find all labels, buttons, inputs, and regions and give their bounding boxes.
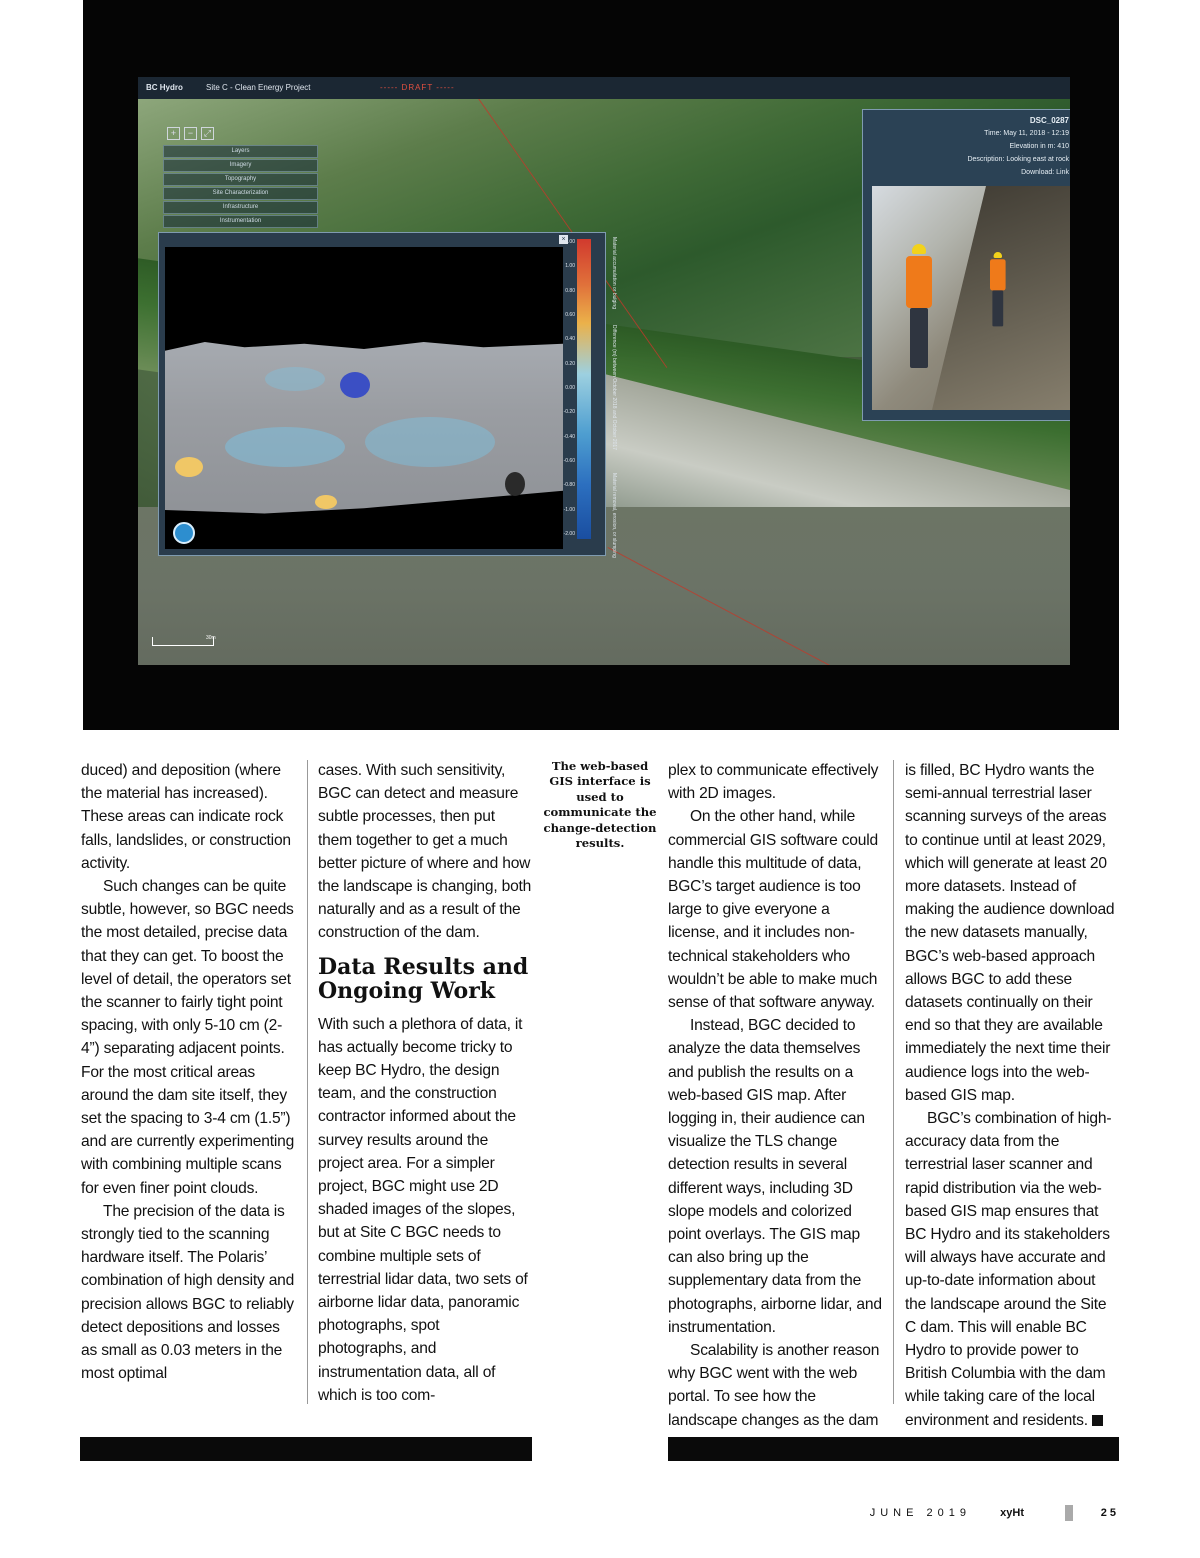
gis-titlebar bbox=[138, 77, 1070, 99]
photo-time: Time: May 11, 2018 - 12:19 bbox=[984, 130, 1069, 137]
end-of-article-icon bbox=[1092, 1415, 1103, 1426]
layer-item-imagery[interactable]: Imagery bbox=[163, 159, 318, 172]
colorbar-label-mid: Difference (m) between October 2018 and October 2017 bbox=[611, 325, 617, 450]
photo-popup bbox=[862, 109, 1070, 421]
paragraph: plex to communicate effectively with 2D images. bbox=[668, 762, 879, 803]
colorbar-tick-label: 0.00 bbox=[565, 385, 575, 391]
point-cloud-view bbox=[165, 247, 563, 549]
colorbar-label-bottom: Material removal, erosion, or slumping bbox=[611, 473, 617, 558]
paragraph: Instead, BGC decided to analyze the data themselves and publish the results on a web-based GIS map. After logging in, their audience can visualize the TLS change detection results in several different ways, including 3D slope models and colorized point overlays. The GIS map can also bring up the supplementary data from the photographs, airborne lidar, and instrumentation. bbox=[668, 1017, 882, 1336]
colorbar-tick-label: -0.60 bbox=[563, 458, 575, 464]
column-divider bbox=[307, 760, 308, 1404]
colorbar-tick-label: 0.80 bbox=[565, 287, 575, 294]
gis-screenshot bbox=[138, 77, 1070, 665]
scale-bar bbox=[152, 637, 214, 646]
paragraph: BGC’s combination of high-accuracy data from the terrestrial laser scanner and rapid distribution via the web-based GIS map ensures that BC Hydro and its stakeholders will always have accurate and up-to-date information about the landscape around the Site C dam. This will enable BC Hydro to provide power to British Columbia with the dam while taking care of the local environment and residents. bbox=[905, 1110, 1112, 1429]
colorbar bbox=[577, 239, 591, 539]
close-icon[interactable]: × bbox=[559, 235, 568, 244]
issue-date: JUNE 2019 bbox=[869, 1507, 971, 1519]
zoom-in-icon[interactable]: + bbox=[167, 127, 180, 140]
photo-description: Description: Looking east at rock bbox=[967, 156, 1069, 163]
draft-label: ----- DRAFT ----- bbox=[380, 83, 455, 92]
paragraph: With such a plethora of data, it has actually become tricky to keep BC Hydro, the design team, and the construction contractor informed about the survey results around the project area. For a simpler project, BGC might use 2D shaded images of the slopes, but at Site C BGC needs to combine multiple sets of terrestrial lidar data, two sets of airborne lidar data, panoramic photographs, spot photographs, and instrumentation data, all of which is too com- bbox=[318, 1015, 528, 1404]
article-column-4 bbox=[668, 759, 882, 1432]
fullscreen-icon[interactable]: ⤢ bbox=[201, 127, 214, 140]
layer-item-infrastructure[interactable]: Infrastructure bbox=[163, 201, 318, 214]
colorbar-tick-label: -0.80 bbox=[563, 482, 575, 489]
colorbar-tick-label: 1.00 bbox=[565, 263, 575, 270]
layer-panel bbox=[163, 125, 318, 229]
figure-caption: The web-based GIS interface is used to communicate the change-detection results. bbox=[543, 759, 657, 851]
figure-photo bbox=[83, 0, 1119, 730]
colorbar-tick-label: -1.00 bbox=[563, 506, 575, 513]
paragraph: The precision of the data is strongly tied to the scanning hardware itself. The Polaris’ combination of high density and precision allows BGC to reliably detect depositions and losses as small as 0.03 meters in the most optimal bbox=[81, 1202, 295, 1383]
site-photo bbox=[872, 186, 1070, 410]
colorbar-tick-label: -0.20 bbox=[563, 409, 575, 416]
footer-separator bbox=[1065, 1505, 1073, 1521]
footer-bar-left bbox=[80, 1437, 532, 1461]
bc-hydro-logo: BC Hydro bbox=[146, 83, 183, 92]
layer-item-instrumentation[interactable]: Instrumentation bbox=[163, 215, 318, 228]
layer-item-layers[interactable]: Layers bbox=[163, 145, 318, 158]
colorbar-tick-label: 0.40 bbox=[565, 336, 575, 343]
zoom-out-icon[interactable]: − bbox=[184, 127, 197, 140]
colorbar-label-top: Material accumulation or bulging bbox=[611, 237, 617, 309]
page-number: 25 bbox=[1100, 1507, 1119, 1519]
colorbar-tick-label: -0.40 bbox=[563, 433, 575, 440]
article-column-1 bbox=[81, 759, 297, 1385]
colorbar-tick-label: 0.60 bbox=[565, 312, 575, 318]
paragraph: Scalability is another reason why BGC went with the web portal. To see how the landscape changes as the dam bbox=[668, 1342, 880, 1429]
map-badge-icon[interactable] bbox=[173, 522, 195, 544]
colorbar-tick-label: -2.00 bbox=[563, 531, 575, 537]
paragraph: On the other hand, while commercial GIS software could handle this multitude of data, BGC’s target audience is too large to give everyone a license, and it includes non-technical stakeholders who wouldn’t be able to make much sense of that software anyway. bbox=[668, 808, 878, 1012]
paragraph: cases. With such sensitivity, BGC can detect and measure subtle processes, then put them together to get a much better picture of where and how the landscape is changing, both naturally and as a result of the construction of the dam. bbox=[318, 762, 532, 942]
footer-bar-right bbox=[668, 1437, 1119, 1461]
column-divider bbox=[893, 760, 894, 1404]
paragraph: Such changes can be quite subtle, however, so BGC needs the most detailed, precise data that they can get. To boost the level of detail, the operators set the scanner to fairly tight point spacing, with only 5-10 cm (2-4”) separating adjacent points. For the most critical areas around the dam site itself, they set the spacing to 3-4 cm (1.5”) and are currently experimenting with combining multiple scans for even finer point clouds. bbox=[81, 878, 295, 1197]
layer-item-site-characterization[interactable]: Site Characterization bbox=[163, 187, 318, 200]
section-heading: Data Results and Ongoing Work bbox=[318, 953, 529, 1004]
photo-elevation: Elevation in m: 410 bbox=[1009, 143, 1069, 150]
article-column-5 bbox=[905, 759, 1119, 1432]
layer-item-topography[interactable]: Topography bbox=[163, 173, 318, 186]
paragraph: is filled, BC Hydro wants the semi-annual terrestrial laser scanning surveys of the areas to continue until at least 2029, which will generate at least 20 more datasets. Instead of making the audience download the new datasets manually, BGC’s web-based approach allows BGC to add these datasets continually on their end so that they are available immediately the next time their audience logs into the web-based GIS map. bbox=[905, 762, 1115, 1104]
magazine-name: xyHt bbox=[1000, 1507, 1024, 1519]
photo-download-link[interactable]: Download: Link bbox=[1021, 169, 1069, 176]
scale-label: 30m bbox=[206, 635, 216, 641]
colorbar-tick-label: 0.20 bbox=[565, 360, 575, 367]
change-detection-window bbox=[158, 232, 617, 558]
article-column-2 bbox=[318, 759, 532, 1407]
project-title: Site C - Clean Energy Project bbox=[206, 83, 311, 92]
paragraph: duced) and deposition (where the material has increased). These areas can indicate rock falls, landslides, or construction activity. bbox=[81, 762, 291, 872]
photo-title: DSC_0287 bbox=[1029, 116, 1069, 125]
colorbar-tick-label: 2.00 bbox=[565, 239, 575, 245]
